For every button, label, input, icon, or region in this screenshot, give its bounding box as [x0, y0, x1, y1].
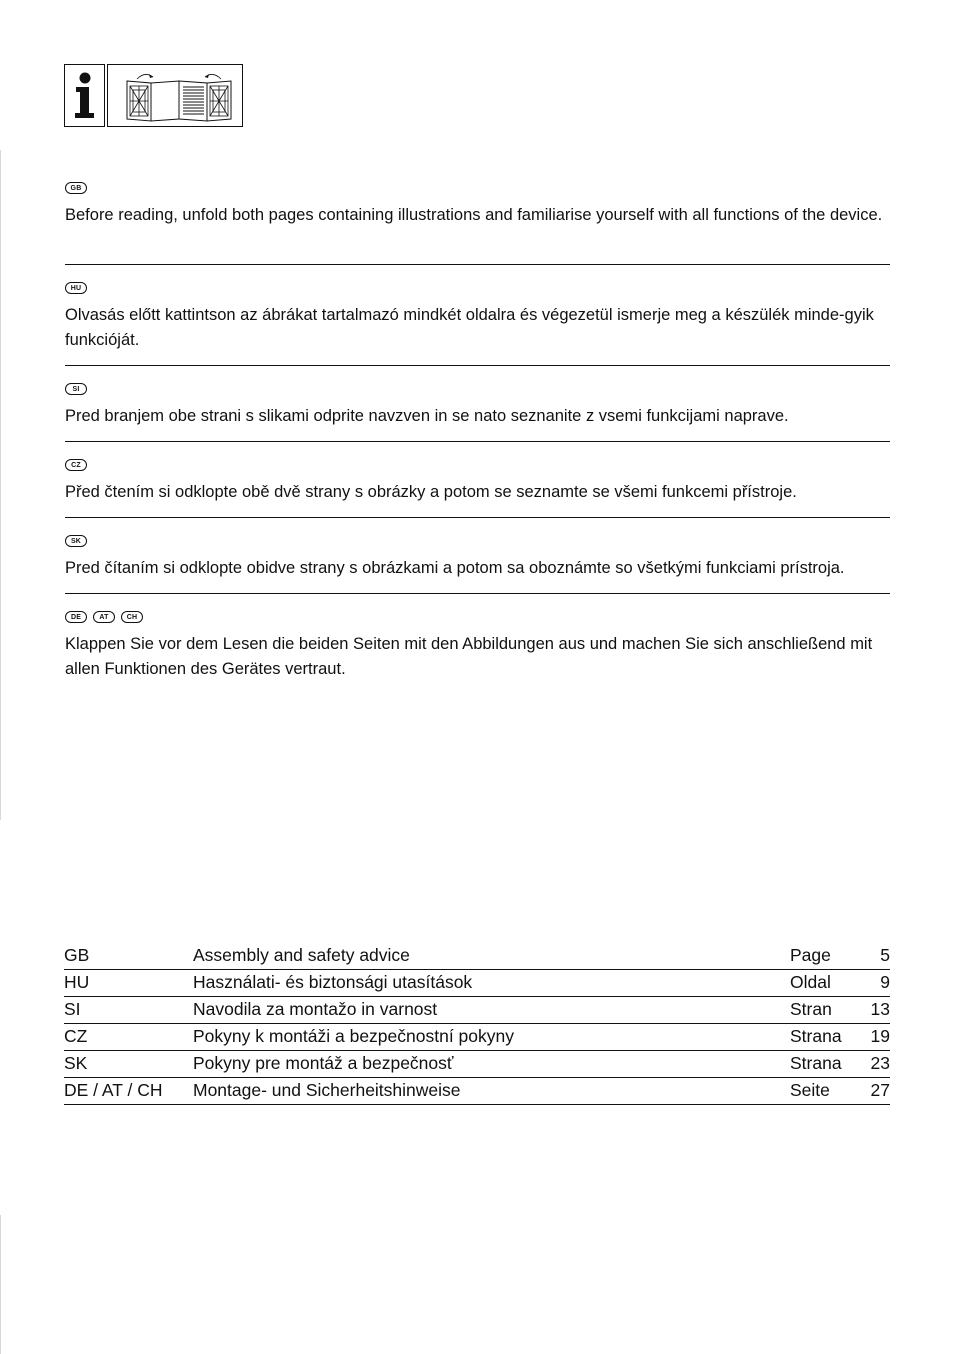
toc-row[interactable] — [64, 996, 890, 1023]
language-badge: CH — [121, 611, 143, 623]
language-badge: SK — [65, 535, 87, 547]
language-badge: AT — [93, 611, 115, 623]
language-badges — [65, 279, 890, 297]
header-icons — [64, 64, 243, 127]
notice-sk — [65, 518, 890, 593]
toc-page-label: Strana — [790, 1050, 848, 1077]
page-edge — [0, 150, 1, 820]
toc-title: Pokyny k montáži a bezpečnostní pokyny — [193, 1023, 790, 1050]
language-badge: HU — [65, 282, 87, 294]
page-edge — [0, 1215, 1, 1354]
toc-title: Navodila za montažo in varnost — [193, 996, 790, 1023]
language-badges — [65, 532, 890, 550]
toc-language-code: CZ — [64, 1023, 193, 1050]
toc-page-number: 23 — [848, 1050, 890, 1077]
notice-si — [65, 366, 890, 441]
language-badge: GB — [65, 182, 87, 194]
toc-language-code: SI — [64, 996, 193, 1023]
toc-language-code: SK — [64, 1050, 193, 1077]
toc-language-code: DE / AT / CH — [64, 1077, 193, 1104]
notice-hu — [65, 265, 890, 365]
foldout-pages-icon — [107, 64, 243, 127]
toc-page-label: Stran — [790, 996, 848, 1023]
notice-text: Pred čítaním si odklopte obidve strany s obrázkami a potom sa oboznámte so všetkými funkciami prístroja. — [65, 559, 845, 577]
toc-language-code: GB — [64, 942, 193, 969]
toc-page-number: 27 — [848, 1077, 890, 1104]
toc-title: Assembly and safety advice — [193, 942, 790, 969]
toc-title: Pokyny pre montáž a bezpečnosť — [193, 1050, 790, 1077]
toc-page-number: 19 — [848, 1023, 890, 1050]
language-badges — [65, 456, 890, 474]
toc-page-label: Page — [790, 942, 848, 969]
language-badge: SI — [65, 383, 87, 395]
notice-text: Before reading, unfold both pages containing illustrations and familiarise yourself with all functions of the device. — [65, 206, 883, 224]
notice-de-at-ch — [65, 594, 890, 678]
toc-title: Használati- és biztonsági utasítások — [193, 969, 790, 996]
toc-row[interactable] — [64, 1023, 890, 1050]
toc-page-number: 9 — [848, 969, 890, 996]
notice-text: Před čtením si odklopte obě dvě strany s obrázky a potom se seznamte se všemi funkcemi přístroje. — [65, 483, 797, 501]
notice-text: Klappen Sie vor dem Lesen die beiden Seiten mit den Abbildungen aus und machen Sie sich anschließend mit allen Funktionen des Gerätes vertraut. — [65, 635, 873, 678]
language-badge: DE — [65, 611, 87, 623]
toc-row[interactable] — [64, 1050, 890, 1077]
toc-page-number: 13 — [848, 996, 890, 1023]
toc-page-number: 5 — [848, 942, 890, 969]
notice-cz — [65, 442, 890, 517]
toc-page-label: Strana — [790, 1023, 848, 1050]
toc-title: Montage- und Sicherheitshinweise — [193, 1077, 790, 1104]
toc-row[interactable] — [64, 942, 890, 969]
language-badges — [65, 608, 890, 626]
language-badges — [65, 179, 890, 197]
language-badge: CZ — [65, 459, 87, 471]
notice-gb — [65, 179, 890, 264]
language-badges — [65, 380, 890, 398]
table-of-contents — [64, 942, 890, 1105]
toc-page-label: Oldal — [790, 969, 848, 996]
toc-page-label: Seite — [790, 1077, 848, 1104]
toc-row[interactable] — [64, 1077, 890, 1104]
info-icon — [64, 64, 105, 127]
notice-text: Pred branjem obe strani s slikami odprite navzven in se nato seznanite z vsemi funkcijami naprave. — [65, 407, 789, 425]
unfold-notices — [65, 179, 890, 678]
toc-row[interactable] — [64, 969, 890, 996]
notice-text: Olvasás előtt kattintson az ábrákat tartalmazó mindkét oldalra és végezetül ismerje meg a készülék minde-gyik funkcióját. — [65, 306, 874, 349]
toc-language-code: HU — [64, 969, 193, 996]
